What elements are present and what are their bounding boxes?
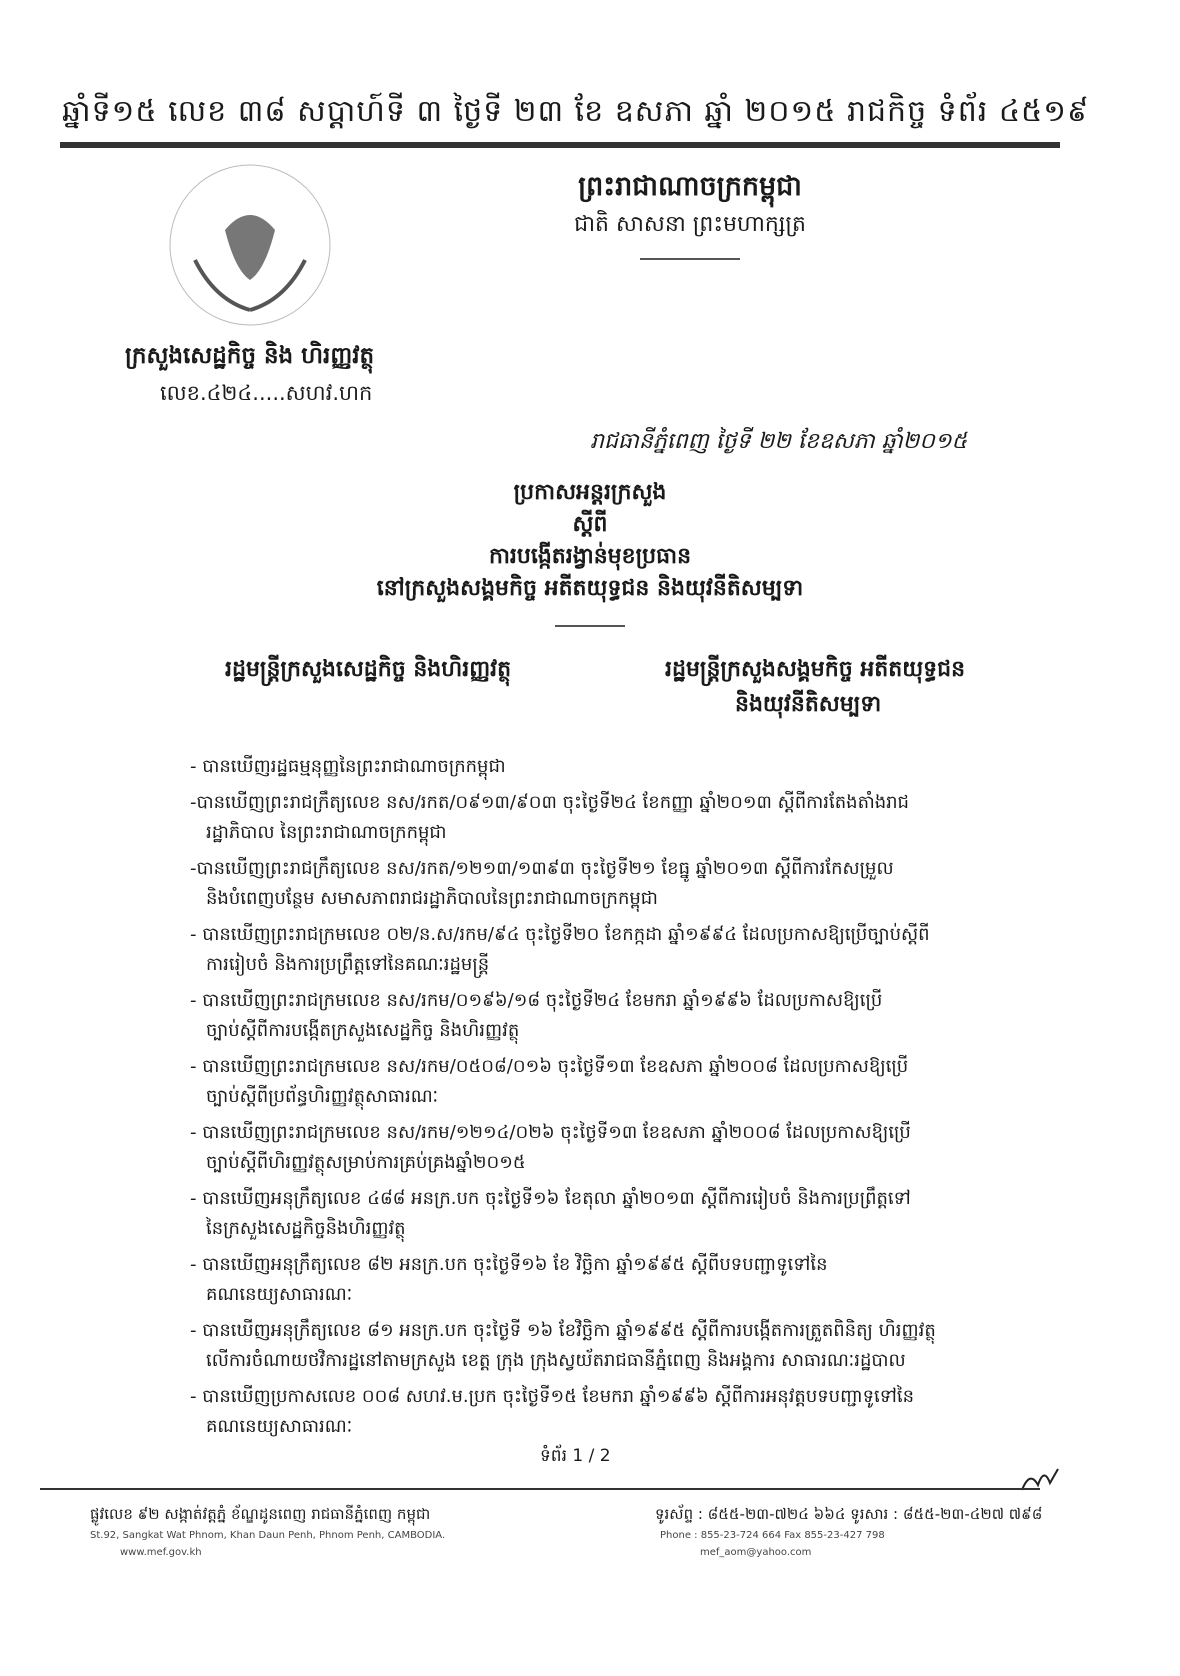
ministry-logo	[165, 160, 335, 330]
list-item	[190, 1382, 1040, 1442]
list-item	[190, 1250, 1040, 1310]
item-line: - បានឃើញអនុក្រឹត្យលេខ ៨១ អនក្រ.បក ចុះថ្ងៃទី ១៦ ខែវិច្ឆិកា ឆ្នាំ១៩៩៥ ស្តីពីការបង្កើតការត្រួតពិនិត្យ ហិរញ្ញវត្ថុ	[190, 1320, 936, 1341]
item-line: ច្បាប់ស្តីពីការបង្កើតក្រសួងសេដ្ឋកិច្ច និងហិរញ្ញវត្ថុ	[206, 1020, 520, 1041]
item-line: ច្បាប់ស្តីពីហិរញ្ញវត្ថុសម្រាប់ការគ្រប់គ្រងឆ្នាំ២០១៥	[206, 1152, 526, 1173]
footer-phone-en: Phone : 855-23-724 664 Fax 855-23-427 798	[660, 1530, 885, 1541]
ornament-divider	[555, 625, 625, 627]
item-line: លើការចំណាយថវិការដ្ឋនៅតាមក្រសួង ខេត្ត ក្រុង ក្រុងស្វយ័តរាជធានីភ្នំពេញ និងអង្គការ សាធារណៈរដ្ឋបាល	[206, 1350, 906, 1371]
list-item	[190, 1052, 1040, 1112]
footer-address-km: ផ្លូវលេខ ៩២ សង្កាត់វត្តភ្នំ ខ័ណ្ឌដូនពេញ រាជធានីភ្នំពេញ កម្ពុជា	[90, 1505, 431, 1523]
item-line: និងបំពេញបន្ថែម សមាសភាពរាជរដ្ឋាភិបាលនៃព្រះរាជាណាចក្រកម្ពុជា	[206, 888, 658, 909]
title-line: នៅក្រសួងសង្គមកិច្ច អតីតយុទ្ធជន និងយុវនីតិសម្បទា	[376, 576, 804, 601]
item-line: - បានឃើញព្រះរាជក្រមលេខ ០២/ន.ស/រកម/៩៤ ចុះថ្ងៃទី២០ ខែកក្កដា ឆ្នាំ១៩៩៤ ដែលប្រកាសឱ្យប្រើច្បាប់ស្តីពី	[190, 924, 930, 945]
document-date: រាជធានីភ្នំពេញ ថ្ងៃទី ២២ ខែឧសភា ឆ្នាំ២០១៥	[590, 429, 968, 454]
footer-email: mef_aom@yahoo.com	[700, 1547, 812, 1558]
footer-website: www.mef.gov.kh	[120, 1547, 202, 1558]
footer-phone-km: ទូរស័ព្ទ : ៨៥៥-២៣-៧២៤ ៦៦៤ ទូរសារ : ៨៥៥-២៣-៤២៧ ៧៩៨	[655, 1505, 1043, 1523]
item-line: នៃក្រសួងសេដ្ឋកិច្ចនិងហិរញ្ញវត្ថុ	[206, 1218, 406, 1239]
ornament-divider	[640, 258, 740, 260]
item-line: -បានឃើញព្រះរាជក្រឹត្យលេខ នស/រកត/០៩១៣/៩០៣ ចុះថ្ងៃទី២៤ ខែកញ្ញា ឆ្នាំ២០១៣ ស្តីពីការតែងតាំងរាជ	[190, 792, 909, 813]
item-line: គណនេយ្យសាធារណៈ	[206, 1284, 353, 1305]
list-item	[190, 854, 1040, 914]
signatory-left: រដ្ឋមន្ត្រីក្រសួងសេដ្ឋកិច្ច និងហិរញ្ញវត្ថុ	[225, 657, 512, 682]
signatory-right-line2: និងយុវនីតិសម្បទា	[735, 692, 882, 717]
ministry-name: ក្រសួងសេដ្ឋកិច្ច និង ហិរញ្ញវត្ថុ	[125, 343, 375, 369]
item-line: គណនេយ្យសាធារណៈ	[206, 1416, 353, 1437]
title-line: ស្តីពី	[572, 512, 608, 537]
list-item	[190, 752, 1040, 782]
list-item	[190, 920, 1040, 980]
title-line: ការបង្កើតរង្វាន់មុខប្រធាន	[488, 544, 692, 569]
list-item	[190, 1184, 1040, 1244]
item-line: - បានឃើញអនុក្រឹត្យលេខ ៤៨៨ អនក្រ.បក ចុះថ្ងៃទី១៦ ខែតុលា ឆ្នាំ២០១៣ ស្តីពីការរៀបចំ និងការប្រព្រឹត្តទៅ	[190, 1188, 911, 1209]
item-line: - បានឃើញអនុក្រឹត្យលេខ ៨២ អនក្រ.បក ចុះថ្ងៃទី១៦ ខែ វិច្ឆិកា ឆ្នាំ១៩៩៥ ស្តីពីបទបញ្ជាទូទៅនៃ	[190, 1254, 828, 1275]
signatory-right-line1: រដ្ឋមន្ត្រីក្រសួងសង្គមកិច្ច អតីតយុទ្ធជន	[665, 657, 966, 682]
header-rule	[60, 142, 1060, 148]
handwritten-initial	[1020, 1465, 1060, 1503]
footer-rule	[40, 1488, 1040, 1490]
title-line: ប្រកាសអន្តរក្រសួង	[513, 480, 667, 505]
list-item	[190, 986, 1040, 1046]
item-line: -បានឃើញព្រះរាជក្រឹត្យលេខ នស/រកត/១២១៣/១៣៩៣ ចុះថ្ងៃទី២១ ខែធ្នូ ឆ្នាំ២០១៣ ស្តីពីការកែសម្រួល	[190, 858, 894, 879]
national-motto: ជាតិ សាសនា ព្រះមហាក្សត្រ	[574, 212, 806, 237]
kingdom-title: ព្រះរាជាណាចក្រកម្ពុជា	[578, 171, 802, 202]
item-line: - បានឃើញព្រះរាជក្រមលេខ នស/រកម/០១៩៦/១៨ ចុះថ្ងៃទី២៤ ខែមករា ឆ្នាំ១៩៩៦ ដែលប្រកាសឱ្យប្រើ	[190, 990, 883, 1011]
item-line: រដ្ឋាភិបាល នៃព្រះរាជាណាចក្រកម្ពុជា	[206, 822, 447, 843]
item-line: - បានឃើញរដ្ឋធម្មនុញ្ញនៃព្រះរាជាណាចក្រកម្ពុជា	[190, 756, 506, 777]
list-item	[190, 1316, 1040, 1376]
item-line: ច្បាប់ស្តីពីប្រព័ន្ធហិរញ្ញវត្ថុសាធារណៈ	[206, 1086, 439, 1107]
reference-number: លេខ.៤២៤.....សហវ.ហក	[160, 381, 373, 405]
item-line: - បានឃើញព្រះរាជក្រមលេខ នស/រកម/១២១៤/០២៦ ចុះថ្ងៃទី១៣ ខែឧសភា ឆ្នាំ២០០៨ ដែលប្រកាសឱ្យប្រើ	[190, 1122, 911, 1143]
preamble-list	[190, 752, 1040, 1448]
footer-address-en: St.92, Sangkat Wat Phnom, Khan Daun Penh, Phnom Penh, CAMBODIA.	[90, 1530, 446, 1541]
list-item	[190, 788, 1040, 848]
item-line: - បានឃើញព្រះរាជក្រមលេខ នស/រកម/០៥០៨/០១៦ ចុះថ្ងៃទី១៣ ខែឧសភា ឆ្នាំ២០០៨ ដែលប្រកាសឱ្យប្រើ	[190, 1056, 909, 1077]
page-number: ទំព័រ 1 / 2	[540, 1446, 611, 1466]
item-line: ការរៀបចំ និងការប្រព្រឹត្តទៅនៃគណៈរដ្ឋមន្ត្រី	[206, 954, 490, 975]
list-item	[190, 1118, 1040, 1178]
item-line: - បានឃើញប្រកាសលេខ ០០៨ សហវ.ម.ប្រក ចុះថ្ងៃទី១៥ ខែមករា ឆ្នាំ១៩៩៦ ស្តីពីការអនុវត្តបទបញ្ជាទូទៅនៃ	[190, 1386, 915, 1407]
gazette-header: ឆ្នាំទី១៥ លេខ ៣៨ សប្តាហ៍ទី ៣ ថ្ងៃទី ២៣ ខែ ឧសភា ឆ្នាំ ២០១៥ រាជកិច្ច ទំព័រ ៤៥១៩	[62, 94, 1090, 129]
